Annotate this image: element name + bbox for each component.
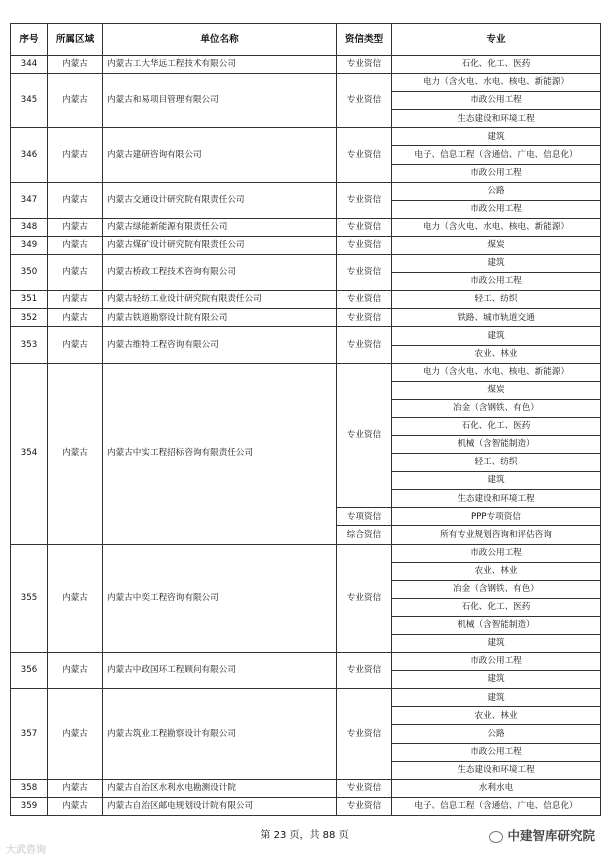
row-specialty: 农业、林业 [392,345,601,363]
header-no: 序号 [11,24,48,56]
table-row [11,128,601,146]
row-specialty: 市政公用工程 [392,92,601,110]
row-qualification-type: 专业资信 [337,309,392,327]
row-no: 350 [11,255,48,291]
row-no: 354 [11,363,48,544]
row-company-name: 内蒙古桥政工程技术咨询有限公司 [103,255,337,291]
row-company-name: 内蒙古建研咨询有限公司 [103,128,337,182]
row-region: 内蒙古 [48,182,103,218]
row-qualification-type: 专业资信 [337,779,392,797]
header-company: 单位名称 [103,24,337,56]
row-specialty: 建筑 [392,128,601,146]
row-qualification-type: 专业资信 [337,74,392,128]
row-qualification-type: 专业资信 [337,255,392,291]
row-qualification-type: 专业资信 [337,797,392,815]
row-specialty: 机械（含智能制造） [392,435,601,453]
table-row [11,363,601,381]
row-specialty: 建筑 [392,327,601,345]
qualification-table-container [10,23,600,816]
row-qualification-type: 综合资信 [337,526,392,544]
row-specialty: 煤炭 [392,381,601,399]
qualification-table [10,23,601,816]
row-region: 内蒙古 [48,255,103,291]
row-specialty: 公路 [392,725,601,743]
row-company-name: 内蒙古铁道勘察设计院有限公司 [103,309,337,327]
row-qualification-type: 专业资信 [337,653,392,689]
row-specialty: 煤炭 [392,236,601,254]
row-specialty: 电力（含火电、水电、核电、新能源） [392,363,601,381]
row-qualification-type: 专业资信 [337,291,392,309]
row-specialty: 建筑 [392,472,601,490]
row-company-name: 内蒙古中奕工程咨询有限公司 [103,544,337,653]
table-row [11,653,601,671]
row-specialty: 石化、化工、医药 [392,598,601,616]
row-specialty: 市政公用工程 [392,164,601,182]
row-qualification-type: 专业资信 [337,56,392,74]
row-company-name: 内蒙古中政国环工程顾问有限公司 [103,653,337,689]
page-number: 第 23 页，共 88 页 [260,830,349,841]
table-row [11,182,601,200]
watermark-right-text: 中建智库研究院 [507,828,595,843]
table-row [11,218,601,236]
row-qualification-type: 专业资信 [337,182,392,218]
row-company-name: 内蒙古交通设计研究院有限责任公司 [103,182,337,218]
row-no: 346 [11,128,48,182]
row-no: 355 [11,544,48,653]
row-no: 359 [11,797,48,815]
row-region: 内蒙古 [48,128,103,182]
row-specialty: 电子、信息工程（含通信、广电、信息化） [392,797,601,815]
row-specialty: 水利水电 [392,779,601,797]
row-specialty: PPP专项资信 [392,508,601,526]
table-row [11,327,601,345]
row-region: 内蒙古 [48,327,103,363]
watermark-right [489,826,595,844]
table-row [11,689,601,707]
table-row [11,779,601,797]
row-specialty: 市政公用工程 [392,653,601,671]
row-region: 内蒙古 [48,653,103,689]
row-specialty: 建筑 [392,689,601,707]
table-row [11,544,601,562]
row-specialty: 机械（含智能制造） [392,616,601,634]
row-no: 349 [11,236,48,254]
row-specialty: 电力（含火电、水电、核电、新能源） [392,74,601,92]
row-no: 357 [11,689,48,779]
row-specialty: 生态建设和环境工程 [392,761,601,779]
table-row [11,236,601,254]
row-region: 内蒙古 [48,544,103,653]
row-no: 353 [11,327,48,363]
row-company-name: 内蒙古自治区水利水电勘测设计院 [103,779,337,797]
row-region: 内蒙古 [48,363,103,544]
row-company-name: 内蒙古维特工程咨询有限公司 [103,327,337,363]
row-specialty: 公路 [392,182,601,200]
wechat-icon [489,831,503,843]
row-specialty: 市政公用工程 [392,200,601,218]
row-specialty: 铁路、城市轨道交通 [392,309,601,327]
row-region: 内蒙古 [48,797,103,815]
row-no: 347 [11,182,48,218]
row-qualification-type: 专业资信 [337,689,392,779]
row-qualification-type: 专业资信 [337,327,392,363]
row-region: 内蒙古 [48,291,103,309]
row-specialty: 电子、信息工程（含通信、广电、信息化） [392,146,601,164]
row-region: 内蒙古 [48,236,103,254]
table-row [11,797,601,815]
row-specialty: 石化、化工、医药 [392,417,601,435]
row-qualification-type: 专业资信 [337,544,392,653]
row-qualification-type: 专业资信 [337,236,392,254]
row-company-name: 内蒙古筑业工程勘察设计有限公司 [103,689,337,779]
row-specialty: 市政公用工程 [392,743,601,761]
row-specialty: 冶金（含钢铁、有色） [392,580,601,598]
row-specialty: 农业、林业 [392,562,601,580]
row-specialty: 冶金（含钢铁、有色） [392,399,601,417]
row-region: 内蒙古 [48,309,103,327]
row-no: 348 [11,218,48,236]
table-row [11,309,601,327]
table-header-row [11,24,601,56]
row-company-name: 内蒙古和易项目管理有限公司 [103,74,337,128]
row-no: 351 [11,291,48,309]
row-specialty: 所有专业规划咨询和评估咨询 [392,526,601,544]
row-qualification-type: 专项资信 [337,508,392,526]
row-specialty: 轻工、纺织 [392,454,601,472]
row-no: 352 [11,309,48,327]
table-row [11,56,601,74]
table-row [11,74,601,92]
watermark-left: 大武咨询 [6,845,46,856]
row-specialty: 电力（含火电、水电、核电、新能源） [392,218,601,236]
row-region: 内蒙古 [48,689,103,779]
row-no: 344 [11,56,48,74]
row-company-name: 内蒙古轻纺工业设计研究院有限责任公司 [103,291,337,309]
table-row [11,291,601,309]
header-region: 所属区域 [48,24,103,56]
row-company-name: 内蒙古煤矿设计研究院有限责任公司 [103,236,337,254]
table-body [11,56,601,816]
row-specialty: 市政公用工程 [392,544,601,562]
row-specialty: 市政公用工程 [392,273,601,291]
row-specialty: 生态建设和环境工程 [392,110,601,128]
row-specialty: 生态建设和环境工程 [392,490,601,508]
row-company-name: 内蒙古工大华远工程技术有限公司 [103,56,337,74]
row-no: 345 [11,74,48,128]
row-company-name: 内蒙古绿能新能源有限责任公司 [103,218,337,236]
row-qualification-type: 专业资信 [337,128,392,182]
row-region: 内蒙古 [48,779,103,797]
header-specialty: 专业 [392,24,601,56]
row-specialty: 建筑 [392,255,601,273]
row-region: 内蒙古 [48,74,103,128]
row-specialty: 建筑 [392,671,601,689]
row-specialty: 轻工、纺织 [392,291,601,309]
row-qualification-type: 专业资信 [337,218,392,236]
row-no: 356 [11,653,48,689]
row-region: 内蒙古 [48,56,103,74]
row-specialty: 农业、林业 [392,707,601,725]
row-qualification-type: 专业资信 [337,363,392,508]
row-no: 358 [11,779,48,797]
row-company-name: 内蒙古自治区邮电规划设计院有限公司 [103,797,337,815]
row-company-name: 内蒙古中实工程招标咨询有限责任公司 [103,363,337,544]
table-row [11,255,601,273]
row-specialty: 建筑 [392,635,601,653]
row-specialty: 石化、化工、医药 [392,56,601,74]
header-type: 资信类型 [337,24,392,56]
row-region: 内蒙古 [48,218,103,236]
